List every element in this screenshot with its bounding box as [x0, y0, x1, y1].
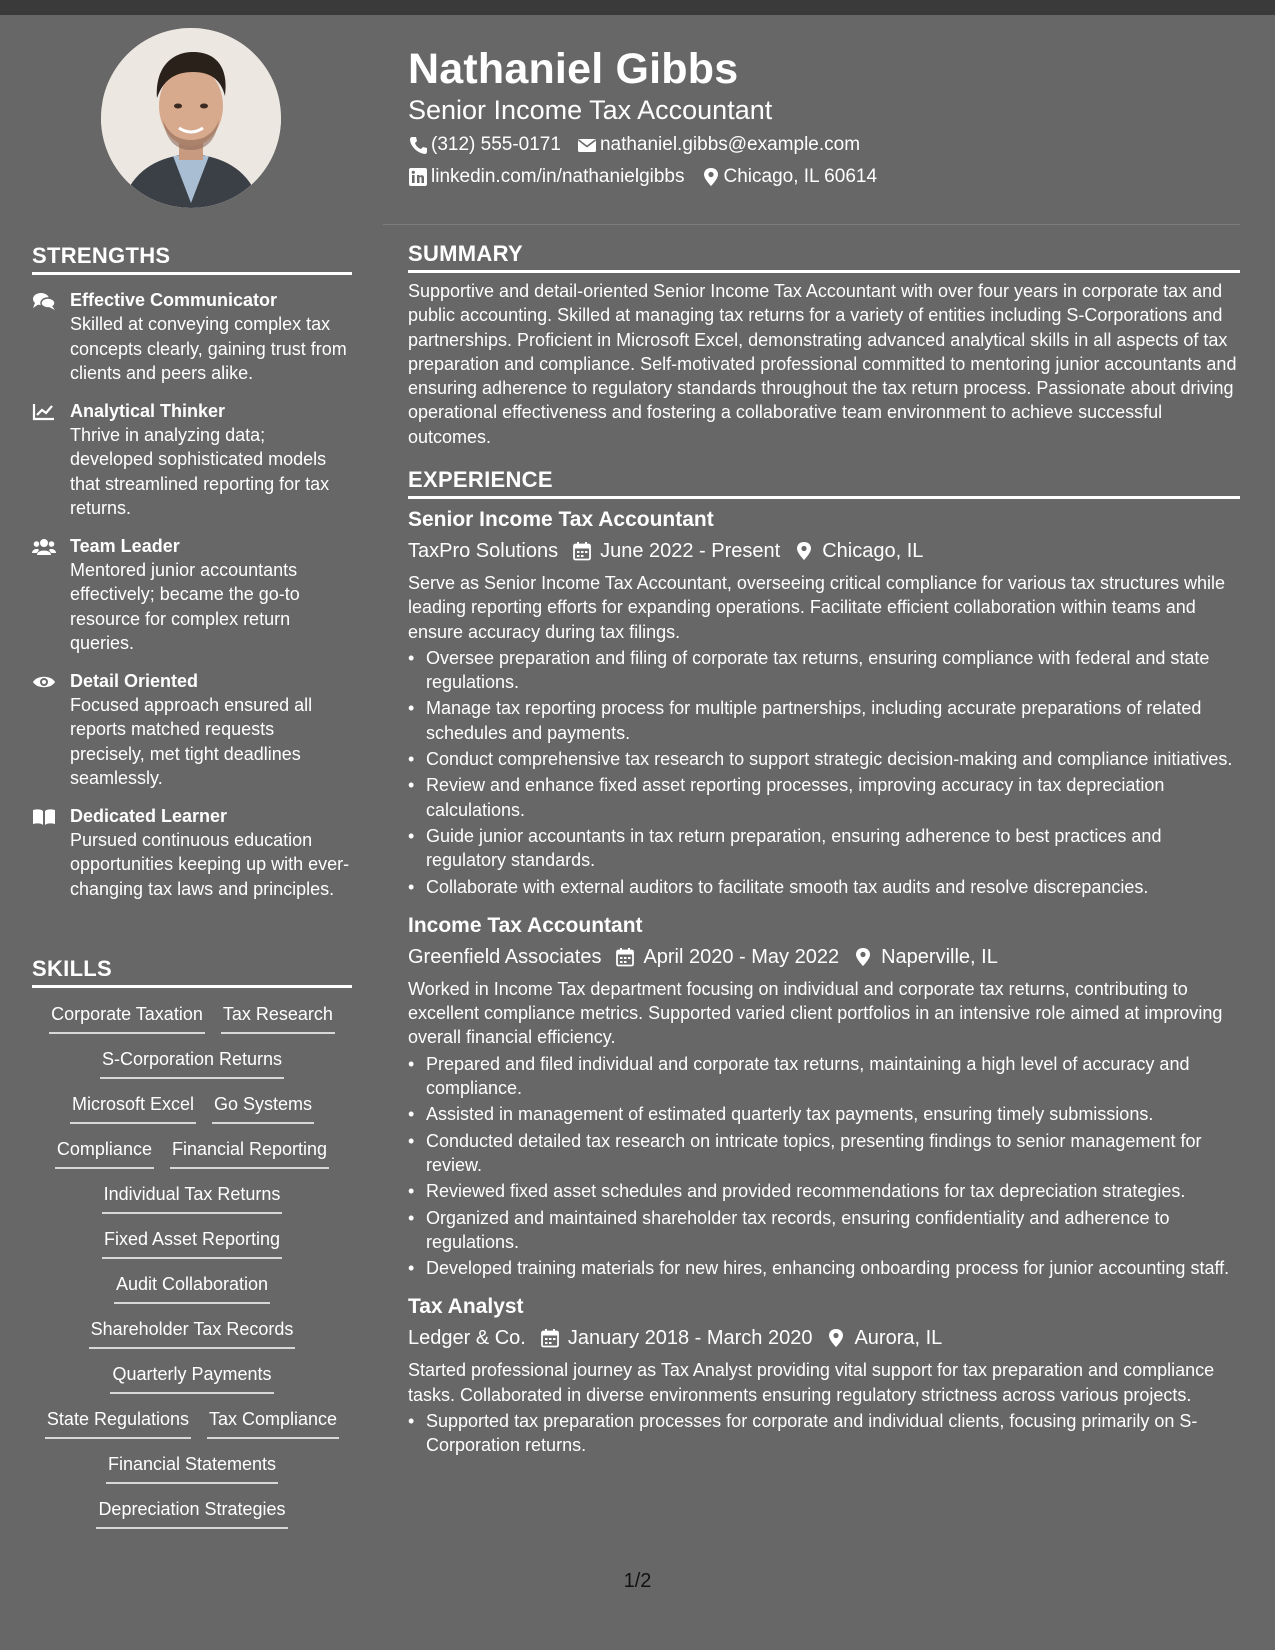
job-location: Naperville, IL	[881, 945, 998, 968]
location-contact	[701, 166, 878, 188]
job-bullets	[408, 646, 1240, 899]
job-dates: June 2022 - Present	[600, 540, 781, 562]
job-location-wrap	[826, 1324, 942, 1352]
skill-row	[32, 1317, 352, 1362]
skill-tag: Compliance	[55, 1137, 154, 1169]
job-description: Serve as Senior Income Tax Accountant, overseeing critical compliance for various tax structures while leading reporting efforts for expanding operations. Facilitate efficient collaboration within teams and ensure accuracy during tax filings.	[408, 573, 1226, 642]
users-icon	[32, 537, 56, 557]
calendar-icon	[540, 1328, 560, 1348]
skill-tag: Fixed Asset Reporting	[102, 1227, 282, 1259]
skills-list	[32, 1002, 352, 1542]
skill-tag: Corporate Taxation	[49, 1002, 205, 1034]
skill-row	[32, 1452, 352, 1497]
strength-name: Detail Oriented	[70, 670, 199, 691]
strength-item	[32, 670, 352, 791]
strengths-section	[32, 243, 352, 901]
strength-description: Pursued continuous education opportunities keeping up with ever-changing tax laws and principles.	[70, 829, 350, 899]
job-entry	[408, 913, 1240, 1281]
job-company: TaxPro Solutions	[408, 540, 559, 562]
map-pin-icon	[701, 167, 721, 187]
strength-name: Dedicated Learner	[70, 805, 228, 826]
job-title: Income Tax Accountant	[408, 913, 643, 937]
map-pin-icon	[794, 541, 814, 561]
job-company-wrap	[408, 943, 601, 971]
skill-tag: Financial Statements	[106, 1452, 278, 1484]
job-bullet: • Collaborate with external auditors to facilitate smooth tax audits and resolve discrepancies.	[408, 875, 1240, 899]
job-entry	[408, 507, 1240, 899]
contact-row	[408, 166, 877, 188]
skill-tag: Microsoft Excel	[70, 1092, 196, 1124]
strength-description: Focused approach ensured all reports matched requests precisely, met tight deadlines seamlessly.	[70, 694, 313, 788]
job-bullets	[408, 1409, 1240, 1458]
email-text: nathaniel.gibbs@example.com	[599, 134, 861, 155]
strength-description: Skilled at conveying complex tax concepts clearly, gaining trust from clients and peers alike.	[70, 314, 347, 383]
phone-contact[interactable]	[408, 134, 561, 156]
summary-text: Supportive and detail-oriented Senior Income Tax Accountant with over four years in corporate tax and public accounting. Skilled at managing tax returns for a variety of entities including S-Corporations and partnerships. Proficient in Microsoft Excel, demonstrating advanced analytical skills in all aspects of tax preparation and compliance. Self-motivated professional committed to mentoring junior accountants and ensuring adherence to regulatory standards throughout the tax return process. Passionate about driving operational effectiveness and fostering a collaborative team environment to achieve successful outcomes.	[408, 281, 1237, 447]
skill-tag: Depreciation Strategies	[96, 1497, 287, 1529]
job-title: Senior Income Tax Accountant	[408, 508, 714, 531]
job-bullet: • Guide junior accountants in tax return preparation, ensuring adherence to best practices and regulatory standards.	[408, 824, 1240, 873]
job-company-wrap	[408, 1324, 526, 1352]
job-bullet: • Conduct comprehensive tax research to support strategic decision-making and compliance initiatives.	[408, 747, 1240, 771]
skill-row	[32, 1182, 352, 1227]
skill-row	[32, 1227, 352, 1272]
skill-tag: Individual Tax Returns	[102, 1182, 283, 1214]
job-description: Worked in Income Tax department focusing on individual and corporate tax returns, contributing to excellent compliance metrics. Supported varied client portfolios in an intensive role aimed at improving overall financial efficiency.	[408, 978, 1223, 1048]
job-bullets	[408, 1052, 1240, 1281]
linkedin-text: linkedin.com/in/nathanielgibbs	[431, 166, 685, 187]
skill-row	[32, 1407, 352, 1452]
skill-tag: Quarterly Payments	[110, 1362, 273, 1394]
skill-row	[32, 1002, 352, 1047]
strength-name: Effective Communicator	[70, 290, 278, 310]
job-bullet: • Conducted detailed tax research on intricate topics, presenting findings to senior management for review.	[408, 1129, 1240, 1178]
linkedin-icon	[408, 167, 428, 187]
top-bar	[0, 0, 1275, 15]
skill-tag: Tax Research	[221, 1002, 335, 1034]
job-location: Aurora, IL	[854, 1327, 943, 1350]
job-bullet: • Assisted in management of estimated quarterly tax payments, ensuring timely submissions.	[408, 1102, 1240, 1126]
email-contact[interactable]	[577, 134, 860, 156]
skill-row	[32, 1137, 352, 1182]
map-pin-icon	[853, 947, 873, 967]
summary-section	[408, 241, 1240, 449]
eye-icon	[32, 672, 56, 692]
summary-heading: SUMMARY	[408, 241, 1240, 273]
candidate-name: Nathaniel Gibbs	[408, 45, 739, 93]
phone-icon	[408, 135, 428, 155]
job-bullet: • Developed training materials for new hires, enhancing onboarding process for junior accounting staff.	[408, 1256, 1240, 1280]
contact-row	[408, 134, 860, 156]
avatar-photo	[101, 28, 281, 208]
job-location: Chicago, IL	[822, 540, 924, 562]
skill-tag: Audit Collaboration	[114, 1272, 270, 1304]
skill-row	[32, 1047, 352, 1092]
strength-item	[32, 289, 352, 386]
skill-row	[32, 1497, 352, 1542]
job-company: Ledger & Co.	[408, 1327, 526, 1350]
skill-tag: Go Systems	[212, 1092, 314, 1124]
job-meta	[408, 1324, 1240, 1352]
strength-name: Analytical Thinker	[70, 400, 226, 421]
job-title: Tax Analyst	[408, 1295, 524, 1319]
job-company-wrap	[408, 537, 558, 565]
skill-tag: Tax Compliance	[207, 1407, 339, 1439]
skills-section	[32, 956, 352, 1542]
linkedin-contact[interactable]	[408, 166, 685, 188]
strength-name: Team Leader	[70, 535, 180, 556]
candidate-title: Senior Income Tax Accountant	[408, 95, 773, 125]
strength-description: Mentored junior accountants effectively; became the go-to resource for complex return queries.	[70, 559, 300, 653]
skill-row	[32, 1362, 352, 1407]
job-bullet: • Oversee preparation and filing of corporate tax returns, ensuring compliance with federal and state regulations.	[408, 646, 1240, 695]
envelope-icon	[577, 135, 597, 155]
page-number: 1/2	[623, 1570, 652, 1592]
phone-text: (312) 555-0171	[431, 134, 561, 155]
skill-tag: Shareholder Tax Records	[89, 1317, 296, 1349]
strength-item	[32, 400, 352, 521]
job-meta	[408, 943, 1240, 971]
skill-row	[32, 1272, 352, 1317]
job-bullet: • Organized and maintained shareholder tax records, ensuring confidentiality and adherence to regulations.	[408, 1206, 1240, 1255]
experience-heading: EXPERIENCE	[408, 467, 1240, 499]
strengths-heading: STRENGTHS	[32, 243, 352, 275]
skill-row	[32, 1092, 352, 1137]
job-bullet: • Review and enhance fixed asset reporting processes, improving accuracy in tax depreciation calculations.	[408, 773, 1240, 822]
strength-item	[32, 805, 352, 902]
job-company: Greenfield Associates	[408, 945, 602, 968]
job-meta	[408, 537, 1240, 565]
comments-icon	[32, 291, 56, 311]
chart-line-icon	[32, 402, 56, 422]
job-location-wrap	[794, 537, 923, 565]
job-bullet: • Manage tax reporting process for multiple partnerships, including accurate preparations of related schedules and payments.	[408, 696, 1240, 745]
skill-tag: S-Corporation Returns	[100, 1047, 284, 1079]
strength-item	[32, 535, 352, 656]
job-bullet: • Prepared and filed individual and corporate tax returns, maintaining a high level of accuracy and compliance.	[408, 1052, 1240, 1101]
job-dates-wrap	[540, 1324, 813, 1352]
calendar-icon	[615, 947, 635, 967]
job-bullet: • Supported tax preparation processes for corporate and individual clients, focusing primarily on S-Corporation returns.	[408, 1409, 1240, 1458]
map-pin-icon	[826, 1328, 846, 1348]
job-dates-wrap	[615, 943, 839, 971]
strength-description: Thrive in analyzing data; developed sophisticated models that streamlined reporting for tax returns.	[70, 424, 330, 518]
skill-tag: Financial Reporting	[170, 1137, 329, 1169]
location-text: Chicago, IL 60614	[723, 166, 878, 187]
header-divider	[383, 224, 1240, 225]
avatar	[101, 28, 281, 208]
job-dates-wrap	[572, 537, 780, 565]
job-description: Started professional journey as Tax Analyst providing vital support for tax preparation and compliance tasks. Collaborated in diverse environments ensuring regulatory strictness across various projects.	[408, 1360, 1215, 1405]
calendar-icon	[572, 541, 592, 561]
job-bullet: • Reviewed fixed asset schedules and provided recommendations for tax depreciation strategies.	[408, 1179, 1240, 1203]
job-entry	[408, 1294, 1240, 1457]
experience-section	[408, 467, 1240, 1460]
job-dates: January 2018 - March 2020	[567, 1327, 813, 1350]
book-icon	[32, 807, 56, 827]
skill-tag: State Regulations	[45, 1407, 191, 1439]
job-location-wrap	[853, 943, 998, 971]
job-dates: April 2020 - May 2022	[643, 945, 840, 968]
skills-heading: SKILLS	[32, 956, 352, 988]
